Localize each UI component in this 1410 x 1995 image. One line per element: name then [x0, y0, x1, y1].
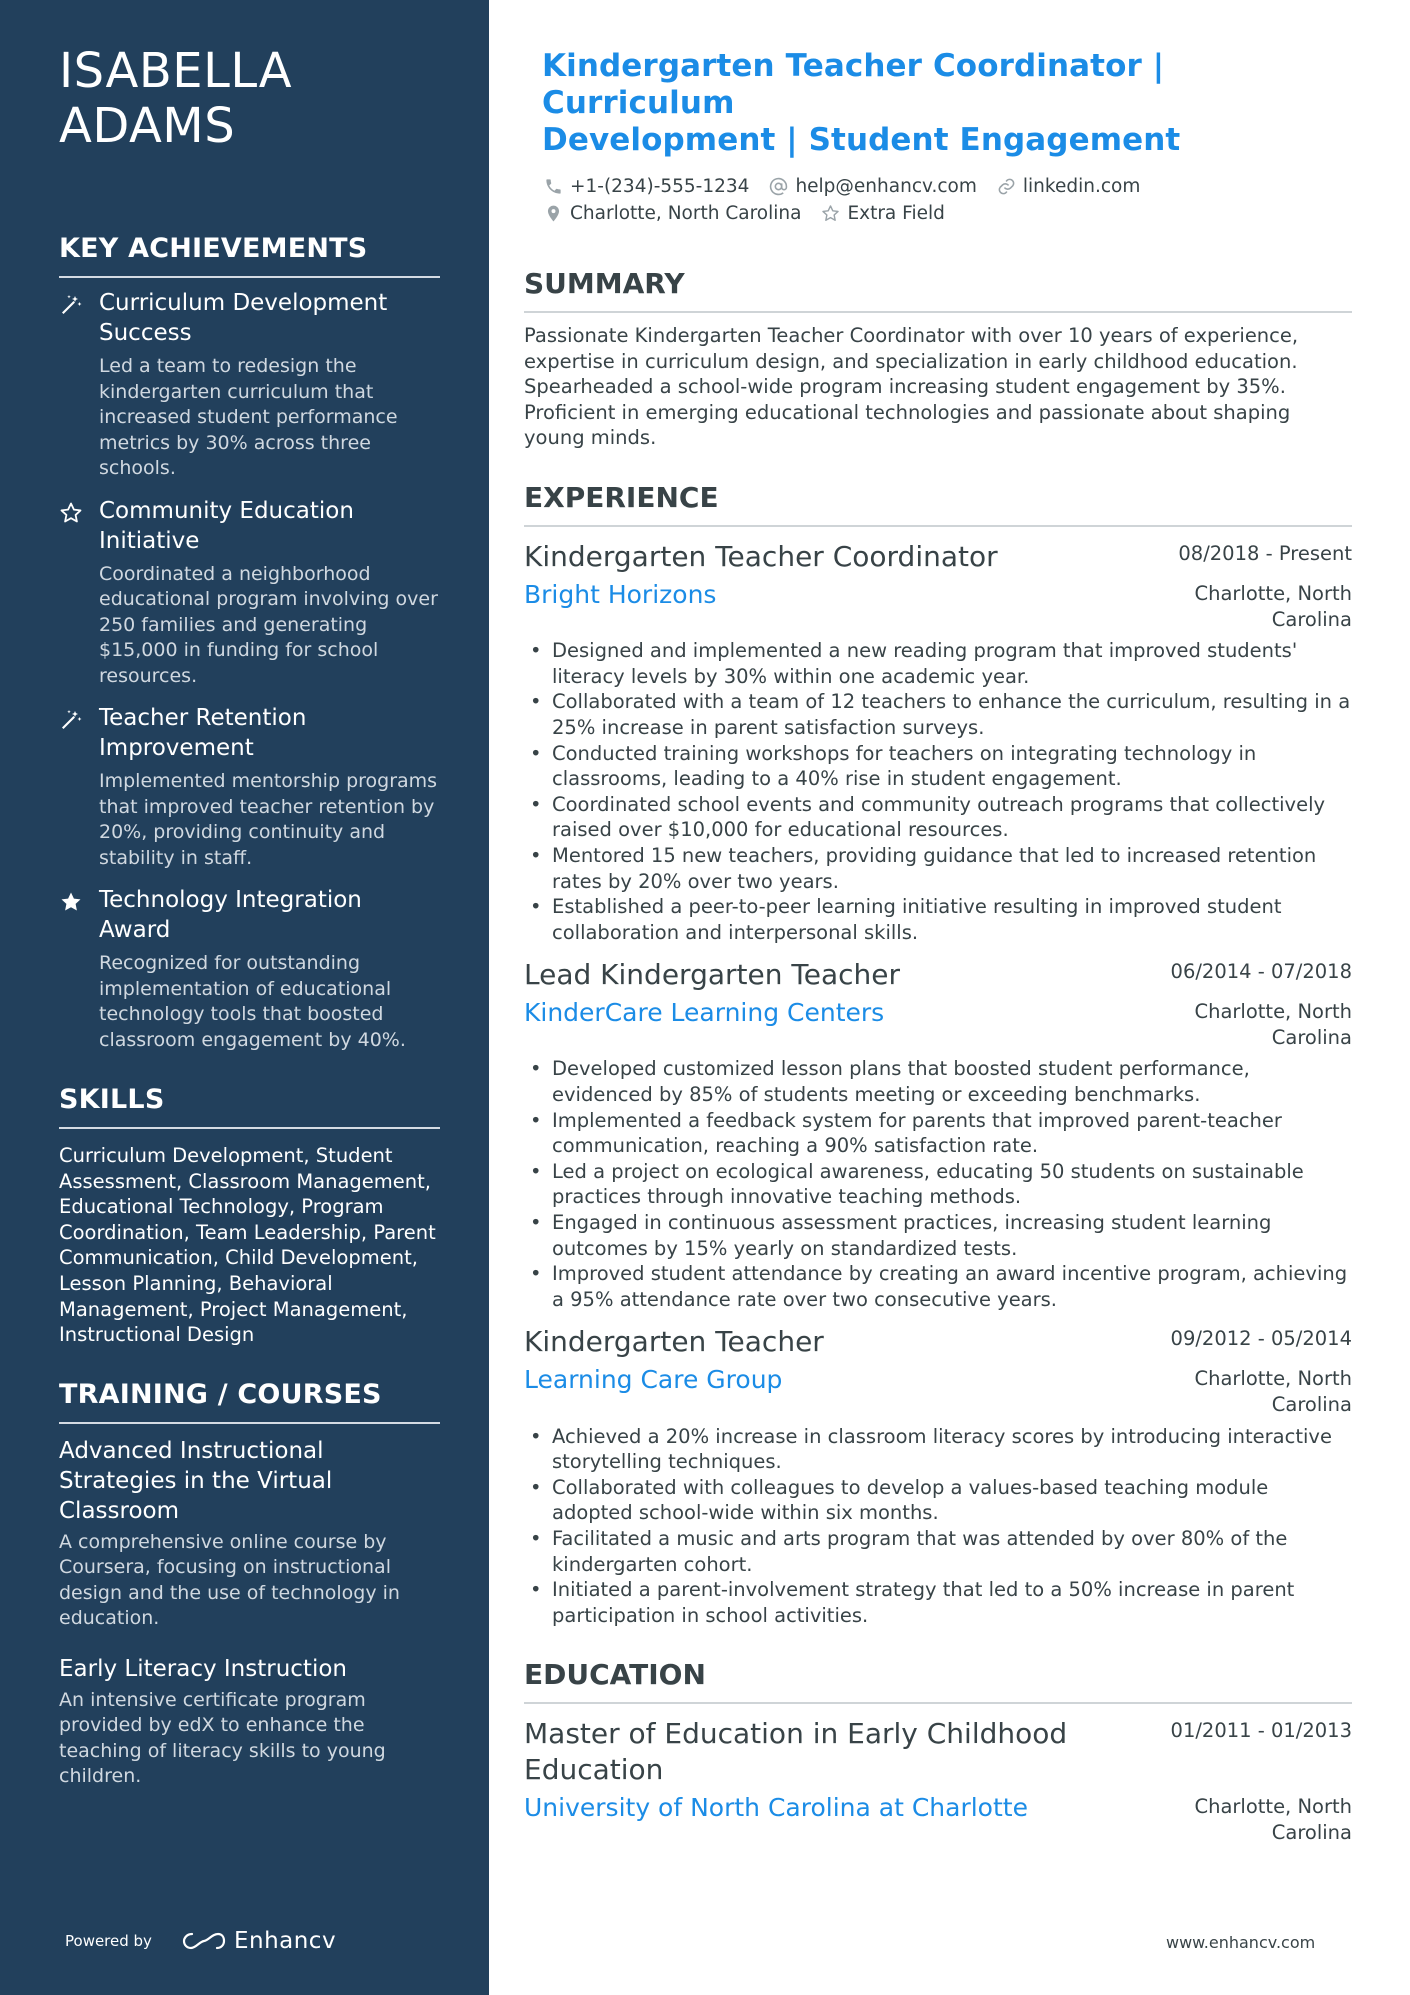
- achievement-description: Recognized for outstanding implementation of educational technology tools that boosted classroom engagement by 40%.: [99, 952, 406, 1051]
- list-item: • Developed customized lesson plans that boosted student performance, evidenced by 85% of students meeting or exceeding benchmarks.: [524, 1056, 1352, 1107]
- job-title: Kindergarten Teacher Coordinator: [524, 539, 998, 573]
- job-location: Charlotte, North Carolina: [1194, 581, 1352, 631]
- job-dates: 08/2018 - Present: [1178, 541, 1352, 565]
- achievement-item: [59, 885, 440, 1053]
- achievement-title: Technology Integration Award: [99, 887, 362, 943]
- training-section: [59, 1378, 440, 1790]
- course-description: An intensive certificate program provided by edX to enhance the teaching of literacy skills to young children.: [59, 1688, 386, 1788]
- key-achievements-section: [59, 232, 440, 1053]
- list-item: • Conducted training workshops for teachers on integrating technology in classrooms, leading to a 40% rise in student engagement.: [524, 741, 1352, 792]
- list-item: • Implemented a feedback system for parents that improved parent-teacher communication, reaching a 90% satisfaction rate.: [524, 1108, 1352, 1159]
- location-pin-icon: [544, 204, 563, 223]
- skills-list: Curriculum Development, Student Assessment, Classroom Management, Educational Technology, Program Coordination, Team Leadership, Parent Communication, Child Development, Lesson Planning, Behavioral Management, Project Management, Instructional Design: [59, 1144, 436, 1347]
- name-last: ADAMS: [59, 98, 236, 154]
- powered-by-label: Powered by: [65, 1932, 152, 1950]
- job-title: Kindergarten Teacher: [524, 1325, 824, 1359]
- job-entry: [524, 1324, 1352, 1628]
- achievement-body: [99, 496, 440, 690]
- sidebar: [0, 0, 489, 1995]
- magic-wand-icon: [59, 703, 99, 871]
- list-item: • Coordinated school events and community outreach programs that collectively raised over $10,000 for educational resources.: [524, 792, 1352, 843]
- job-bullets: [524, 1056, 1352, 1312]
- summary-section: [524, 267, 1352, 451]
- footer-url[interactable]: www.enhancv.com: [1166, 1933, 1316, 1952]
- key-achievements-title: KEY ACHIEVEMENTS: [59, 232, 440, 278]
- achievement-item: [59, 288, 440, 482]
- job-location: Charlotte, North Carolina: [1194, 1000, 1352, 1049]
- enhancv-logo-icon: [182, 1929, 226, 1953]
- job-company: KinderCare Learning Centers: [524, 998, 885, 1028]
- linkedin-text: linkedin.com: [1022, 176, 1141, 197]
- education-subheader: [524, 1788, 1352, 1845]
- job-title: Lead Kindergarten Teacher: [524, 958, 900, 992]
- email-text: help@enhancv.com: [795, 176, 977, 197]
- experience-section: [524, 481, 1352, 1628]
- contact-row: [544, 200, 1352, 227]
- course-title: Early Literacy Instruction: [59, 1655, 347, 1682]
- job-dates: 09/2012 - 05/2014: [1170, 1327, 1352, 1351]
- main-content: [524, 0, 1352, 1846]
- education-degree: Master of Education in Early Childhood Education: [524, 1717, 1068, 1787]
- achievement-item: [59, 703, 440, 871]
- job-header: [524, 1324, 1352, 1360]
- course-item: [59, 1654, 440, 1790]
- job-location: Charlotte, North Carolina: [1194, 1367, 1352, 1416]
- list-item: • Initiated a parent-involvement strategy that led to a 50% increase in parent participation in school activities.: [524, 1577, 1352, 1628]
- education-school: University of North Carolina at Charlotte: [524, 1793, 1028, 1823]
- achievement-title: Community Education Initiative: [99, 497, 354, 554]
- list-item: • Established a peer-to-peer learning initiative resulting in improved student collaboration and interpersonal skills.: [524, 894, 1352, 945]
- job-header: [524, 957, 1352, 993]
- job-company: Learning Care Group: [524, 1365, 783, 1395]
- magic-wand-icon: [59, 288, 99, 482]
- achievement-description: Led a team to redesign the kindergarten curriculum that increased student performance metrics by 30% across three schools.: [99, 355, 398, 479]
- list-item: • Achieved a 20% increase in classroom literacy scores by introducing interactive storytelling techniques.: [524, 1424, 1352, 1475]
- achievement-body: [99, 288, 440, 482]
- course-item: [59, 1436, 440, 1632]
- achievement-description: Coordinated a neighborhood educational program involving over 250 families and generating $15,000 in funding for school resources.: [99, 562, 438, 687]
- star-filled-icon: [59, 885, 99, 1053]
- job-entry: [524, 957, 1352, 1312]
- job-bullets: [524, 638, 1352, 945]
- achievement-item: [59, 496, 440, 690]
- brand-name: Enhancv: [233, 1928, 337, 1954]
- candidate-name: [59, 44, 440, 154]
- headline-line-1: Kindergarten Teacher Coordinator | Curriculum: [542, 48, 1165, 121]
- education-title: EDUCATION: [524, 1658, 1352, 1704]
- job-company: Bright Horizons: [524, 579, 717, 609]
- achievement-body: [99, 885, 440, 1053]
- phone-icon: [544, 177, 563, 196]
- job-subheader: [524, 575, 1352, 632]
- job-dates: 06/2014 - 07/2018: [1170, 960, 1352, 984]
- list-item: • Collaborated with colleagues to develop a values-based teaching module adopted school-wide within six months.: [524, 1475, 1352, 1526]
- contact-row: [544, 173, 1352, 200]
- location-text: Charlotte, North Carolina: [570, 203, 802, 224]
- list-item: • Collaborated with a team of 12 teachers to enhance the curriculum, resulting in a 25% increase in parent satisfaction surveys.: [524, 689, 1352, 740]
- link-icon: [997, 177, 1016, 196]
- contact-info: [524, 173, 1352, 227]
- email-contact[interactable]: [769, 173, 976, 200]
- extra-field-text: Extra Field: [847, 203, 945, 224]
- achievement-title: Curriculum Development Success: [99, 290, 388, 346]
- list-item: • Facilitated a music and arts program that was attended by over 80% of the kindergarten cohort.: [524, 1526, 1352, 1577]
- education-header: [524, 1716, 1352, 1788]
- at-icon: [769, 177, 788, 196]
- summary-title: SUMMARY: [524, 267, 1352, 313]
- course-description: A comprehensive online course by Coursera, focusing on instructional design and the use of technology in education.: [59, 1530, 400, 1630]
- education-dates: 01/2011 - 01/2013: [1170, 1719, 1352, 1743]
- course-title: Advanced Instructional Strategies in the Virtual Classroom: [59, 1437, 333, 1524]
- location-contact: [544, 200, 801, 227]
- phone-contact[interactable]: [544, 173, 749, 200]
- skills-title: SKILLS: [59, 1083, 440, 1129]
- job-subheader: [524, 993, 1352, 1050]
- list-item: • Designed and implemented a new reading program that improved students' literacy levels by 30% within one academic year.: [524, 638, 1352, 689]
- job-subheader: [524, 1360, 1352, 1417]
- star-outline-icon: [821, 204, 840, 223]
- job-header: [524, 539, 1352, 575]
- achievement-description: Implemented mentorship programs that improved teacher retention by 20%, providing continuity and stability in staff.: [99, 770, 438, 869]
- achievements-list: [59, 288, 440, 1053]
- list-item: • Led a project on ecological awareness, educating 50 students on sustainable practices through innovative teaching methods.: [524, 1159, 1352, 1210]
- name-first: ISABELLA: [59, 43, 293, 99]
- headline-line-2: Development | Student Engagement: [542, 122, 1181, 158]
- star-outline-icon: [59, 496, 99, 690]
- list-item: • Engaged in continuous assessment practices, increasing student learning outcomes by 15% yearly on standardized tests.: [524, 1210, 1352, 1261]
- list-item: • Mentored 15 new teachers, providing guidance that led to increased retention rates by 20% over two years.: [524, 843, 1352, 894]
- brand-logo[interactable]: [182, 1928, 336, 1954]
- job-entry: [524, 539, 1352, 945]
- achievement-title: Teacher Retention Improvement: [99, 705, 307, 761]
- education-entry: [524, 1716, 1352, 1845]
- job-bullets: [524, 1424, 1352, 1629]
- education-section: [524, 1658, 1352, 1845]
- summary-text: Passionate Kindergarten Teacher Coordinator with over 10 years of experience, expertise in curriculum design, and specialization in early childhood education. Spearheaded a school-wide program increasing student engagement by 35%. Proficient in emerging educational technologies and passionate about shaping young minds.: [524, 324, 1299, 450]
- powered-by: [65, 1928, 336, 1954]
- skills-section: [59, 1083, 440, 1348]
- headline: [524, 48, 1352, 159]
- training-title: TRAINING / COURSES: [59, 1378, 440, 1424]
- extra-field-contact: [821, 200, 944, 227]
- linkedin-contact[interactable]: [997, 173, 1140, 200]
- phone-text: +1-(234)-555-1234: [570, 176, 750, 197]
- experience-title: EXPERIENCE: [524, 481, 1352, 527]
- achievement-body: [99, 703, 440, 871]
- education-location: Charlotte, North Carolina: [1194, 1795, 1352, 1844]
- list-item: • Improved student attendance by creating an award incentive program, achieving a 95% attendance rate over two consecutive years.: [524, 1261, 1352, 1312]
